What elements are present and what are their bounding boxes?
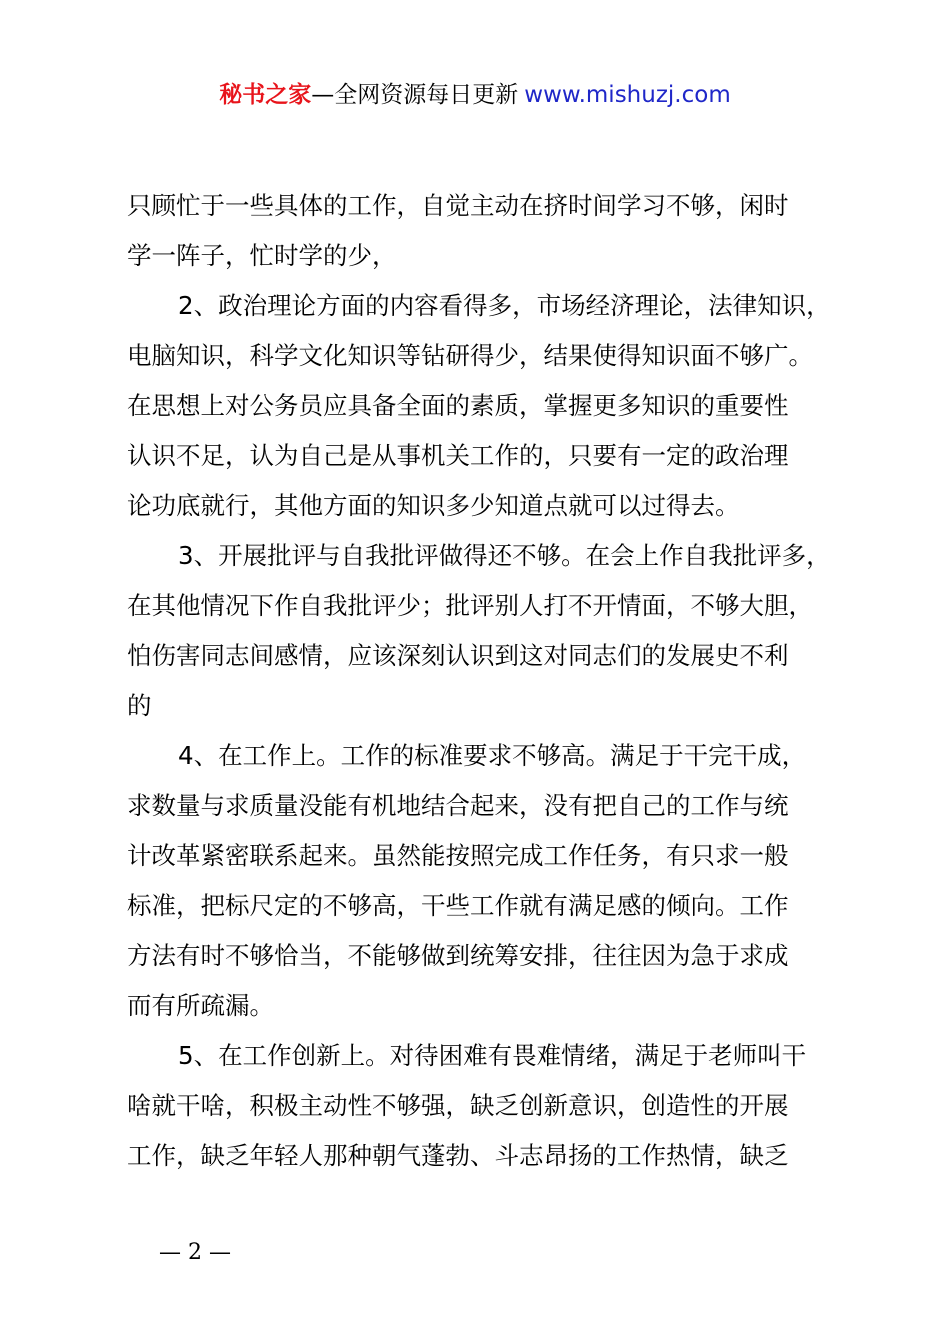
- text-line: 学一阵子，忙时学的少，: [127, 241, 397, 270]
- text-line: 计改革紧密联系起来。虽然能按照完成工作任务，有只求一般: [127, 841, 789, 870]
- paragraph-start-line: 5、在工作创新上。对待困难有畏难情绪，满足于老师叫干: [178, 1041, 807, 1070]
- document-body: [127, 181, 847, 1181]
- page-number: — 2 —: [159, 1240, 231, 1265]
- text-line: 求数量与求质量没能有机地结合起来，没有把自己的工作与统: [127, 791, 789, 820]
- site-tagline: —全网资源每日更新: [311, 82, 519, 108]
- text-line: 在其他情况下作自我批评少；批评别人打不开情面，不够大胆，: [127, 591, 813, 620]
- text-line: 电脑知识，科学文化知识等钻研得少，结果使得知识面不够广。: [127, 341, 813, 370]
- text-line: 怕伤害同志间感情，应该深刻认识到这对同志们的发展史不利: [127, 641, 789, 670]
- text-line: 而有所疏漏。: [127, 991, 274, 1020]
- text-line: 论功底就行，其他方面的知识多少知道点就可以过得去。: [127, 491, 740, 520]
- paragraph-start-line: 4、在工作上。工作的标准要求不够高。满足于干完干成，: [178, 741, 807, 770]
- page-header: [0, 78, 950, 112]
- paragraph-start-line: 3、开展批评与自我批评做得还不够。在会上作自我批评多，: [178, 541, 831, 570]
- text-line: 认识不足，认为自己是从事机关工作的，只要有一定的政治理: [127, 441, 789, 470]
- site-url-link[interactable]: www.mishuzj.com: [524, 82, 731, 108]
- text-line: 只顾忙于一些具体的工作，自觉主动在挤时间学习不够，闲时: [127, 191, 789, 220]
- text-line: 标准，把标尺定的不够高，干些工作就有满足感的倾向。工作: [127, 891, 789, 920]
- paragraph-start-line: 2、政治理论方面的内容看得多，市场经济理论，法律知识，: [178, 291, 831, 320]
- text-line: 方法有时不够恰当，不能够做到统筹安排，往往因为急于求成: [127, 941, 789, 970]
- text-line: 工作，缺乏年轻人那种朝气蓬勃、斗志昂扬的工作热情，缺乏: [127, 1141, 789, 1170]
- text-line: 在思想上对公务员应具备全面的素质，掌握更多知识的重要性: [127, 391, 789, 420]
- site-brand: 秘书之家: [219, 82, 312, 108]
- text-line: 啥就干啥，积极主动性不够强，缺乏创新意识，创造性的开展: [127, 1091, 789, 1120]
- text-line: 的: [127, 691, 152, 720]
